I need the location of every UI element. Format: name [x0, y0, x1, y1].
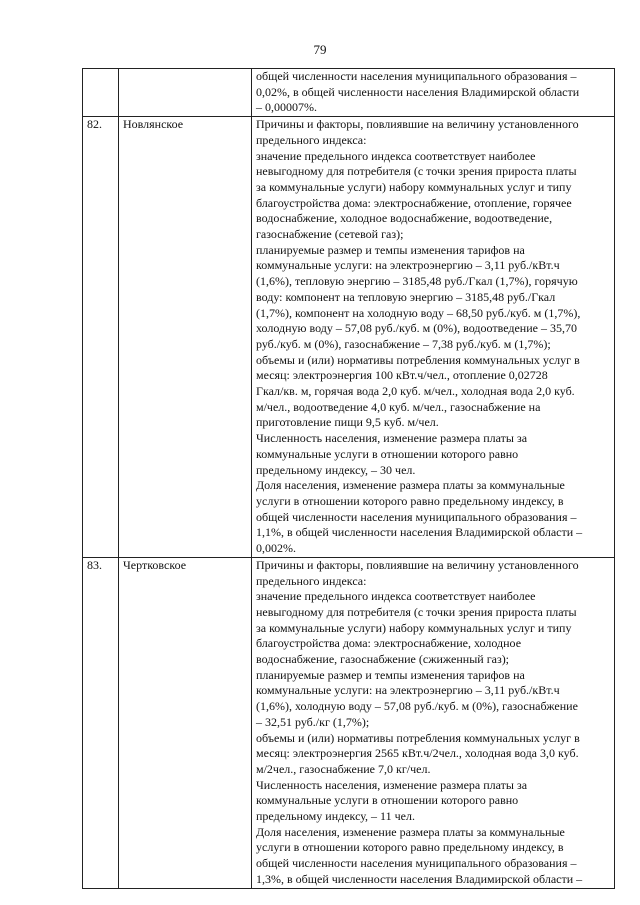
page-number: 79 — [313, 42, 327, 57]
description-line: общей численности населения муниципального образования – — [256, 69, 577, 83]
row-number: 83. — [83, 557, 119, 888]
description-line: месяц: электроэнергия 100 кВт.ч/чел., отопление 0,02728 — [256, 368, 548, 383]
tariff-index-table — [82, 68, 615, 889]
description-line: планируемые размер и темпы изменения тарифов на — [256, 242, 525, 257]
description-line: объемы и (или) нормативы потребления коммунальных услуг в — [256, 352, 580, 367]
description-line: – 32,51 руб./кг (1,7%); — [256, 714, 370, 729]
description-line: услуги в отношении которого равно предельному индексу, в — [256, 493, 564, 508]
description-line: коммунальные услуги в отношении которого равно — [256, 446, 519, 461]
description-line: водоснабжение, газоснабжение (сжиженный газ); — [256, 652, 510, 667]
description-line: Причины и факторы, повлиявшие на величину установленного — [256, 117, 579, 132]
row-number — [83, 69, 119, 117]
description-line: благоустройства дома: электроснабжение, холодное — [256, 636, 522, 651]
description-line: коммунальные услуги в отношении которого равно — [256, 793, 519, 808]
description-line: невыгодному для потребителя (с точки зрения прироста платы — [256, 604, 577, 619]
description-line: благоустройства дома: электроснабжение, отопление, горячее — [256, 195, 572, 210]
description-line: объемы и (или) нормативы потребления коммунальных услуг в — [256, 730, 580, 745]
table-row — [83, 117, 615, 558]
description-line: 0,02%, в общей численности населения Владимирской области — [256, 84, 580, 99]
description-line: руб./куб. м (0%), газоснабжение – 7,38 руб./куб. м (1,7%); — [256, 336, 551, 351]
description-line: приготовление пищи 9,5 куб. м/чел. — [256, 415, 439, 430]
row-number: 82. — [83, 117, 119, 558]
description-line: – 0,00007%. — [256, 100, 317, 115]
description-line: за коммунальные услуги) набору коммунальных услуг и типу — [256, 179, 572, 194]
description-line: коммунальные услуги: на электроэнергию – 3,11 руб./кВт.ч — [256, 258, 560, 273]
table-body — [83, 69, 615, 889]
description-line: коммунальные услуги: на электроэнергию – 3,11 руб./кВт.ч — [256, 683, 560, 698]
description-line: за коммунальные услуги) набору коммунальных услуг и типу — [256, 620, 572, 635]
table-row — [83, 69, 615, 117]
description-line: Причины и факторы, повлиявшие на величину установленного — [256, 557, 579, 572]
description-line: 1,3%, в общей численности населения Владимирской области – — [256, 871, 583, 886]
description-line: значение предельного индекса соответствует наиболее — [256, 589, 536, 604]
municipality-name: Новлянское — [119, 117, 252, 558]
description-line: воду: компонент на тепловую энергию – 3185,48 руб./Гкал — [256, 289, 556, 304]
description-line: невыгодному для потребителя (с точки зрения прироста платы — [256, 164, 577, 179]
description-line: общей численности населения муниципального образования – — [256, 509, 577, 524]
description-line: (1,6%), холодную воду – 57,08 руб./куб. м (0%), газоснабжение — [256, 699, 578, 714]
description-line: предельного индекса: — [256, 573, 367, 588]
description-line: предельного индекса: — [256, 132, 367, 147]
description-line: услуги в отношении которого равно предельному индексу, в — [256, 840, 564, 855]
description-line: планируемые размер и темпы изменения тарифов на — [256, 667, 525, 682]
description-line: Численность населения, изменение размера платы за — [256, 777, 528, 792]
description-line: м/2чел., газоснабжение 7,0 кг/чел. — [256, 761, 431, 776]
description-line: значение предельного индекса соответствует наиболее — [256, 148, 536, 163]
description-line: Численность населения, изменение размера платы за — [256, 431, 528, 446]
description-line: газоснабжение (сетевой газ); — [256, 227, 404, 242]
description-line: м/чел., водоотведение 4,0 куб. м/чел., газоснабжение на — [256, 399, 541, 414]
description-line: Доля населения, изменение размера платы за коммунальные — [256, 478, 565, 493]
description-line: водоснабжение, холодное водоснабжение, водоотведение, — [256, 211, 553, 226]
description-line: холодную воду – 57,08 руб./куб. м (0%), водоотведение – 35,70 — [256, 321, 577, 336]
description-line: предельному индексу, – 11 чел. — [256, 809, 415, 824]
description-line: (1,6%), тепловую энергию – 3185,48 руб./Гкал (1,7%), горячую — [256, 274, 578, 289]
table-row — [83, 557, 615, 888]
description-line: (1,7%), компонент на холодную воду – 68,50 руб./куб. м (1,7%), — [256, 305, 581, 320]
description-line: Доля населения, изменение размера платы за коммунальные — [256, 824, 565, 839]
description-line: 1,1%, в общей численности населения Владимирской области – — [256, 525, 583, 540]
description-line: 0,002%. — [256, 541, 296, 556]
municipality-name: Чертковское — [119, 557, 252, 888]
description-line: общей численности населения муниципального образования – — [256, 856, 577, 871]
description-line: предельному индексу, – 30 чел. — [256, 462, 416, 477]
description-line: месяц: электроэнергия 2565 кВт.ч/2чел., холодная вода 3,0 куб. — [256, 746, 579, 761]
description-cell — [252, 557, 615, 888]
description-cell — [252, 117, 615, 558]
municipality-name — [119, 69, 252, 117]
description-cell — [252, 69, 615, 117]
description-line: Гкал/кв. м, горячая вода 2,0 куб. м/чел., холодная вода 2,0 куб. — [256, 384, 575, 399]
